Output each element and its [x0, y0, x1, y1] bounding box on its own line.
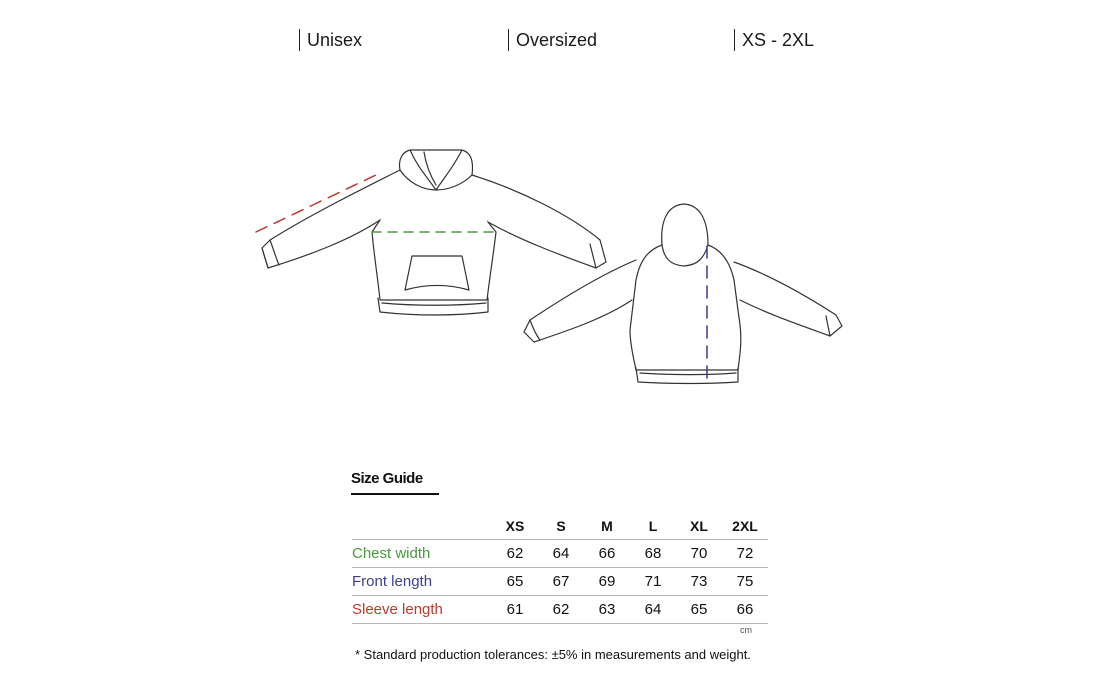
table-cell: 73: [676, 568, 722, 596]
size-col-xs: XS: [505, 518, 525, 534]
table-cell: 62: [538, 596, 584, 624]
table-cell: 67: [538, 568, 584, 596]
table-cell: 66: [722, 596, 768, 624]
table-row: [352, 568, 768, 596]
table-cell: 68: [630, 540, 676, 568]
size-col-2xl: 2XL: [732, 518, 758, 534]
table-cell: 75: [722, 568, 768, 596]
table-cell: 62: [492, 540, 538, 568]
table-cell: 64: [538, 540, 584, 568]
attribute-size-range: XS - 2XL: [734, 29, 814, 51]
attribute-fit-gender: Unisex: [299, 29, 362, 51]
row-label-sleeve: Sleeve length: [352, 596, 492, 624]
row-label-front: Front length: [352, 568, 492, 596]
hoodie-front-drawing: [262, 150, 606, 315]
tolerance-note: * Standard production tolerances: ±5% in measurements and weight.: [355, 647, 751, 662]
size-col-l: L: [648, 518, 658, 534]
unit-label: cm: [740, 625, 752, 635]
size-col-s: S: [556, 518, 566, 534]
table-row: [352, 596, 768, 624]
table-cell: 66: [584, 540, 630, 568]
table-cell: 70: [676, 540, 722, 568]
table-cell: 61: [492, 596, 538, 624]
table-cell: 72: [722, 540, 768, 568]
table-cell: 63: [584, 596, 630, 624]
table-row: [352, 540, 768, 568]
size-guide-table: [352, 513, 768, 624]
table-cell: 65: [492, 568, 538, 596]
table-cell: 65: [676, 596, 722, 624]
attribute-cut: Oversized: [508, 29, 597, 51]
size-col-m: M: [601, 518, 613, 534]
table-cell: 69: [584, 568, 630, 596]
size-header-row: [352, 513, 768, 540]
table-cell: 71: [630, 568, 676, 596]
header-spacer: [352, 513, 492, 540]
size-guide-title: Size Guide: [351, 470, 439, 495]
size-col-xl: XL: [690, 518, 708, 534]
row-label-chest: Chest width: [352, 540, 492, 568]
table-cell: 64: [630, 596, 676, 624]
